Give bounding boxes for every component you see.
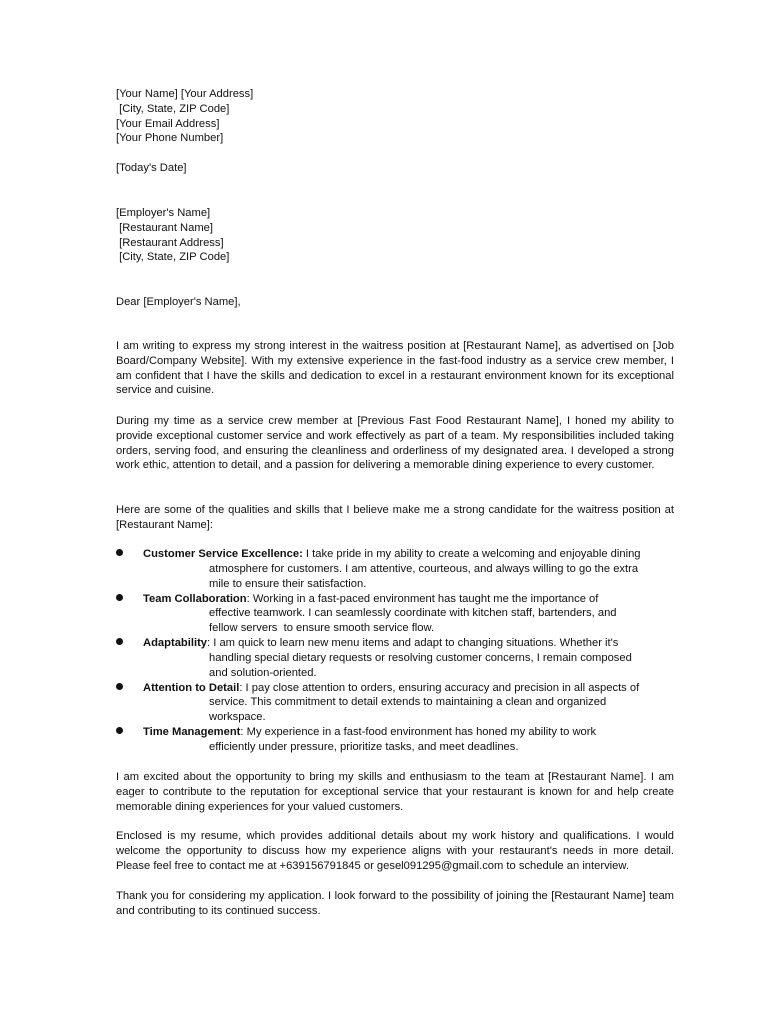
employer-block: [116, 206, 674, 265]
employer-name: [Employer's Name]: [116, 207, 211, 219]
employer-address: [Restaurant Address]: [116, 236, 224, 249]
sender-name-address: [Your Name] [Your Address]: [116, 88, 254, 100]
bullet-text-cont: workspace.: [209, 711, 266, 724]
paragraph-closing: Thank you for considering my application. I look forward to the possibility of joining the [Restaurant Name] team and contributing to its continued success.: [116, 890, 674, 917]
bullet-icon: [116, 683, 123, 690]
sender-phone: [Your Phone Number]: [116, 132, 224, 145]
employer-restaurant: [Restaurant Name]: [116, 221, 214, 234]
sender-block: [116, 87, 674, 146]
salutation: Dear [Employer's Name],: [116, 296, 241, 308]
bullet-text-cont: efficiently under pressure, prioritize tasks, and meet deadlines.: [209, 740, 519, 753]
bullet-icon: [116, 727, 123, 734]
bullet-text: : Working in a fast-paced environment has taught me the importance of: [246, 592, 599, 605]
sender-city: [City, State, ZIP Code]: [116, 102, 230, 115]
sender-email: [Your Email Address]: [116, 117, 220, 130]
bullet-title: Team Collaboration: [143, 592, 247, 605]
bullet-text-cont: fellow servers to ensure smooth service flow.: [209, 622, 435, 635]
list-item: [116, 681, 676, 726]
bullet-text-cont: and solution-oriented.: [209, 666, 317, 679]
bullet-title: Customer Service Excellence:: [143, 548, 303, 560]
bullet-text: : I am quick to learn new menu items and adapt to changing situations. Whether it's: [207, 637, 619, 649]
bullet-icon: [116, 549, 123, 556]
bullet-title: Time Management: [143, 726, 241, 738]
date: [Today's Date]: [116, 162, 187, 174]
bullet-text: I take pride in my ability to create a welcoming and enjoyable dining: [302, 548, 641, 560]
bullet-icon: [116, 638, 123, 645]
list-item: [116, 725, 676, 755]
list-item: [116, 636, 676, 681]
bullet-text-cont: handling special dietary requests or resolving customer concerns, I remain composed: [209, 651, 632, 664]
bullet-text-cont: effective teamwork. I can seamlessly coordinate with kitchen staff, bartenders, and: [209, 607, 617, 620]
paragraph-intro: I am writing to express my strong interest in the waitress position at [Restaurant Name], as advertised on [Job Board/Company Website]. With my extensive experience in the fast-food industry as a service crew member, I am confident that I have the skills and dedication to excel in a restaurant environment known for its exceptional service and cuisine.: [116, 340, 674, 397]
bullet-text-cont: service. This commitment to detail extends to maintaining a clean and organized: [209, 696, 607, 709]
bullet-title: Adaptability: [143, 637, 208, 649]
bullet-text: : I pay close attention to orders, ensuring accuracy and precision in all aspects of: [239, 681, 640, 694]
paragraph-excited: I am excited about the opportunity to bring my skills and enthusiasm to the team at [Restaurant Name]. I am eager to contribute to the reputation for exceptional service that your restaurant is known for and help create memorable dining experiences for your valued customers.: [116, 771, 674, 813]
paragraph-experience: During my time as a service crew member at [Previous Fast Food Restaurant Name], I honed my ability to provide exceptional customer service and work effectively as part of a team. My responsibilities included taking orders, serving food, and ensuring the cleanliness and orderliness of my designated area. I developed a strong work ethic, attention to detail, and a passion for delivering a memorable dining experience to every customer.: [116, 415, 674, 472]
skills-list: [116, 547, 676, 755]
employer-city: [City, State, ZIP Code]: [116, 251, 230, 264]
bullet-text: : My experience in a fast-food environment has honed my ability to work: [240, 726, 597, 738]
paragraph-enclosed: Enclosed is my resume, which provides additional details about my work history and qualifications. I would welcome the opportunity to discuss how my experience aligns with your restaurant's needs in more detail. Please feel free to contact me at +639156791845 or gesel091295@gmail.com to schedule an interview.: [116, 830, 674, 872]
list-item: [116, 592, 676, 637]
list-item: [116, 547, 676, 592]
bullet-text-cont: atmosphere for customers. I am attentive, courteous, and always willing to go the extra: [209, 562, 639, 575]
paragraph-qualities: Here are some of the qualities and skills that I believe make me a strong candidate for the waitress position at [Restaurant Name]:: [116, 504, 674, 531]
bullet-text-cont: mile to ensure their satisfaction.: [209, 577, 367, 590]
bullet-title: Attention to Detail: [143, 681, 240, 694]
bullet-icon: [116, 594, 123, 601]
